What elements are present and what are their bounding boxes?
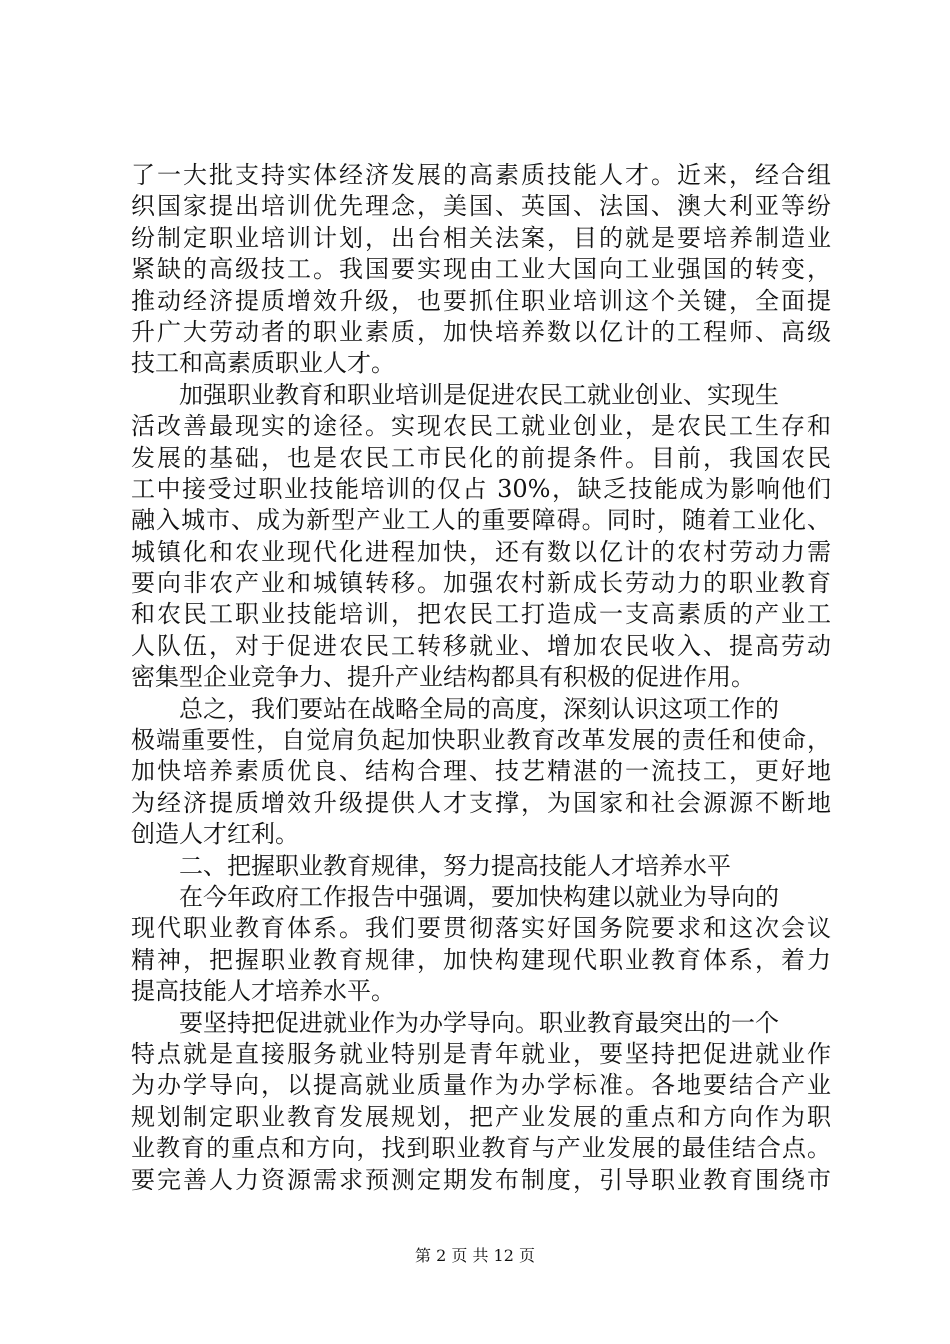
paragraph-line: 规划制定职业教育发展规划，把产业发展的重点和方向作为职 xyxy=(131,1102,831,1131)
paragraph-line: 活改善最现实的途径。实现农民工就业创业，是农民工生存和 xyxy=(131,412,831,441)
page-footer xyxy=(0,1244,950,1268)
paragraph-line: 密集型企业竞争力、提升产业结构都具有积极的促进作用。 xyxy=(131,663,755,692)
document-body xyxy=(131,160,831,1196)
paragraph-line: 了一大批支持实体经济发展的高素质技能人才。近来，经合组 xyxy=(131,161,831,189)
paragraph-line: 在今年政府工作报告中强调，要加快构建以就业为导向的 xyxy=(179,882,779,911)
paragraph-line: 技工和高素质职业人才。 xyxy=(131,349,395,378)
paragraph-line: 要向非农产业和城镇转移。加强农村新成长劳动力的职业教育 xyxy=(131,569,831,598)
paragraph-line: 现代职业教育体系。我们要贯彻落实好国务院要求和这次会议 xyxy=(131,914,831,943)
paragraph-line: 精神，把握职业教育规律，加快构建现代职业教育体系，着力 xyxy=(131,945,831,974)
paragraph-line: 提高技能人才培养水平。 xyxy=(131,977,395,1006)
paragraph-line: 为经济提质增效升级提供人才支撑，为国家和社会源源不断地 xyxy=(131,788,831,817)
section-heading: 二、把握职业教育规律，努力提高技能人才培养水平 xyxy=(179,851,731,880)
paragraph-line: 要坚持把促进就业作为办学导向。职业教育最突出的一个 xyxy=(179,1008,779,1037)
paragraph-line: 融入城市、成为新型产业工人的重要障碍。同时，随着工业化、 xyxy=(131,506,831,535)
paragraph-line: 加快培养素质优良、结构合理、技艺精湛的一流技工，更好地 xyxy=(131,757,831,786)
paragraph-line: 推动经济提质增效升级，也要抓住职业培训这个关键，全面提 xyxy=(131,286,831,315)
paragraph-line: 升广大劳动者的职业素质，加快培养数以亿计的工程师、高级 xyxy=(131,317,831,346)
paragraph-line: 纷制定职业培训计划，出台相关法案，目的就是要培养制造业 xyxy=(131,223,831,252)
paragraph-line: 发展的基础，也是农民工市民化的前提条件。目前，我国农民 xyxy=(131,443,831,472)
page-number-label: 第 2 页 共 12 页 xyxy=(415,1246,535,1265)
paragraph-line: 人队伍，对于促进农民工转移就业、增加农民收入、提高劳动 xyxy=(131,631,831,660)
paragraph-line: 特点就是直接服务就业特别是青年就业，要坚持把促进就业作 xyxy=(131,1039,831,1068)
paragraph-line: 要完善人力资源需求预测定期发布制度，引导职业教育围绕市 xyxy=(131,1165,831,1194)
paragraph-line: 加强职业教育和职业培训是促进农民工就业创业、实现生 xyxy=(179,380,779,409)
paragraph-line: 极端重要性，自觉肩负起加快职业教育改革发展的责任和使命， xyxy=(131,726,831,755)
paragraph-line: 城镇化和农业现代化进程加快，还有数以亿计的农村劳动力需 xyxy=(131,537,831,566)
paragraph-line: 业教育的重点和方向，找到职业教育与产业发展的最佳结合点。 xyxy=(131,1134,831,1163)
paragraph-line: 和农民工职业技能培训，把农民工打造成一支高素质的产业工 xyxy=(131,600,831,629)
paragraph-line: 工中接受过职业技能培训的仅占 30%，缺乏技能成为影响他们 xyxy=(131,474,831,503)
paragraph-line: 紧缺的高级技工。我国要实现由工业大国向工业强国的转变， xyxy=(131,255,831,284)
paragraph-line: 总之，我们要站在战略全局的高度，深刻认识这项工作的 xyxy=(179,694,779,723)
paragraph-line: 创造人才红利。 xyxy=(131,820,299,849)
paragraph-line: 为办学导向，以提高就业质量作为办学标准。各地要结合产业 xyxy=(131,1071,831,1100)
paragraph-line: 织国家提出培训优先理念，美国、英国、法国、澳大利亚等纷 xyxy=(131,192,831,221)
